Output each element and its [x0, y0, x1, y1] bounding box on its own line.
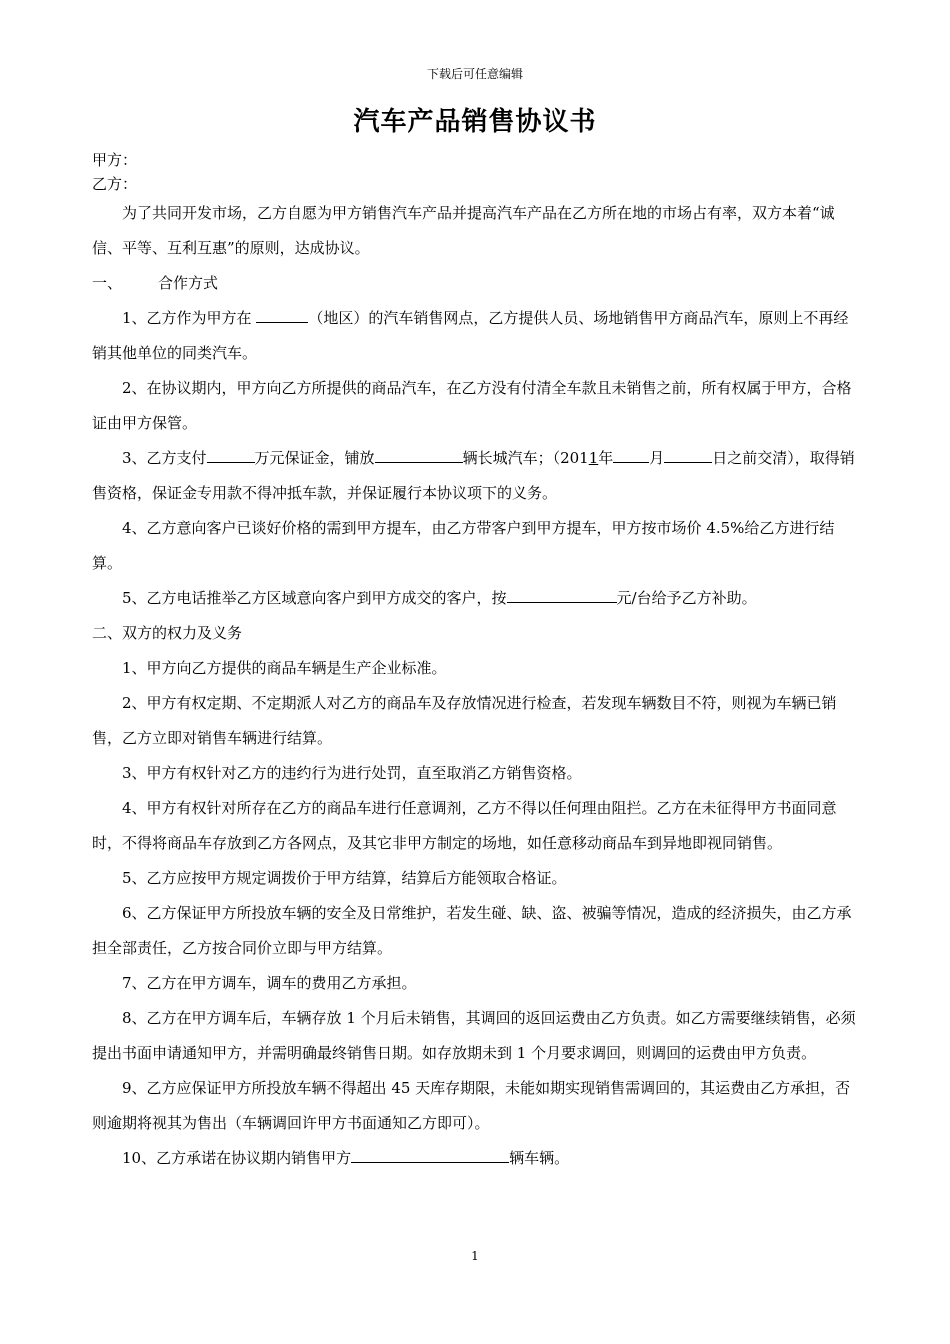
vehicle-count-blank [375, 447, 463, 463]
clause-1-1 [92, 301, 860, 371]
clause-1-1-text-b: （地区）的汽车销售网点，乙方提供人员、场地销售甲方商品汽车，原则上不再经销其他单位的同类汽车。 [92, 309, 849, 362]
clause-1-2: 2、在协议期内，甲方向乙方所提供的商品汽车，在乙方没有付清全车款且未销售之前，所有权属于甲方，合格证由甲方保管。 [92, 379, 852, 432]
clause-1-3-text-f: 日之前交清），取得销售资格，保证金专用款不得冲抵车款，并保证履行本协议项下的义务。 [92, 449, 855, 502]
section-1-heading [92, 266, 860, 301]
year-digit: 1 [588, 449, 599, 467]
clause-2-6: 6、乙方保证甲方所投放车辆的安全及日常维护，若发生碰、缺、盗、被骗等情况，造成的经济损失，由乙方承担全部责任，乙方按合同价立即与甲方结算。 [92, 904, 852, 957]
clause-1-3-text-e: 月 [649, 449, 665, 467]
clause-2-2: 2、甲方有权定期、不定期派人对乙方的商品车及存放情况进行检查，若发现车辆数目不符，则视为车辆已销售，乙方立即对销售车辆进行结算。 [92, 694, 837, 747]
clause-1-5-text-a: 5、乙方电话推举乙方区域意向客户到甲方成交的客户，按 [122, 589, 507, 607]
clause-2-9: 9、乙方应保证甲方所投放车辆不得超出 45 天库存期限，未能如期实现销售需调回的，其运费由乙方承担，否则逾期将视其为售出（车辆调回许甲方书面通知乙方即可）。 [92, 1079, 851, 1132]
section-1-number: 一、 [92, 274, 123, 292]
deposit-blank [207, 447, 255, 463]
clause-2-3: 3、甲方有权针对乙方的违约行为进行处罚，直至取消乙方销售资格。 [122, 764, 582, 782]
region-blank [256, 307, 308, 323]
clause-2-5: 5、乙方应按甲方规定调拨价于甲方结算，结算后方能领取合格证。 [122, 869, 567, 887]
clause-1-3-text-d: 年 [598, 449, 614, 467]
sales-target-blank [351, 1147, 509, 1163]
intro-paragraph: 为了共同开发市场，乙方自愿为甲方销售汽车产品并提高汽车产品在乙方所在地的市场占有率，双方本着“诚信、平等、互利互惠”的原则，达成协议。 [92, 204, 835, 257]
section-1-title: 合作方式 [158, 274, 219, 292]
clause-1-5 [92, 581, 860, 616]
clause-1-3-text-c: 辆长城汽车；（201 [462, 449, 589, 467]
clause-1-3-text-a: 3、乙方支付 [122, 449, 207, 467]
party-a-label: 甲方： [92, 151, 138, 169]
clause-1-3-text-b: 万元保证金，铺放 [254, 449, 375, 467]
document-title: 汽车产品销售协议书 [353, 107, 597, 137]
clause-2-10 [92, 1141, 860, 1176]
clause-2-10-text-a: 10、乙方承诺在协议期内销售甲方 [122, 1149, 352, 1167]
clause-2-7: 7、乙方在甲方调车，调车的费用乙方承担。 [122, 974, 417, 992]
clause-2-4: 4、甲方有权针对所存在乙方的商品车进行任意调剂，乙方不得以任何理由阻拦。乙方在未征得甲方书面同意时，不得将商品车存放到乙方各网点，及其它非甲方制定的场地，如任意移动商品车到异地即视同销售。 [92, 799, 837, 852]
subsidy-blank [507, 587, 617, 603]
header-note: 下载后可任意编辑 [426, 67, 523, 81]
clause-1-1-text-a: 1、乙方作为甲方在 [122, 309, 252, 327]
clause-2-8: 8、乙方在甲方调车后，车辆存放 1 个月后未销售，其调回的返回运费由乙方负责。如乙方需要继续销售，必须提出书面申请通知甲方，并需明确最终销售日期。如存放期未到 1 个月要求调回，则调回的运费由甲方负责。 [92, 1009, 856, 1062]
document-body [92, 148, 860, 1176]
day-blank [664, 447, 712, 463]
party-b-label: 乙方： [92, 175, 138, 193]
clause-2-10-text-b: 辆车辆。 [509, 1149, 570, 1167]
clause-1-5-text-b: 元/台给予乙方补助。 [616, 589, 757, 607]
clause-2-1: 1、甲方向乙方提供的商品车辆是生产企业标准。 [122, 659, 447, 677]
month-blank [613, 447, 649, 463]
page-number: 1 [471, 1249, 479, 1263]
clause-1-3 [92, 441, 860, 511]
section-2-heading: 二、双方的权力及义务 [92, 624, 243, 642]
clause-1-4: 4、乙方意向客户已谈好价格的需到甲方提车，由乙方带客户到甲方提车，甲方按市场价 4.5%给乙方进行结算。 [92, 519, 835, 572]
